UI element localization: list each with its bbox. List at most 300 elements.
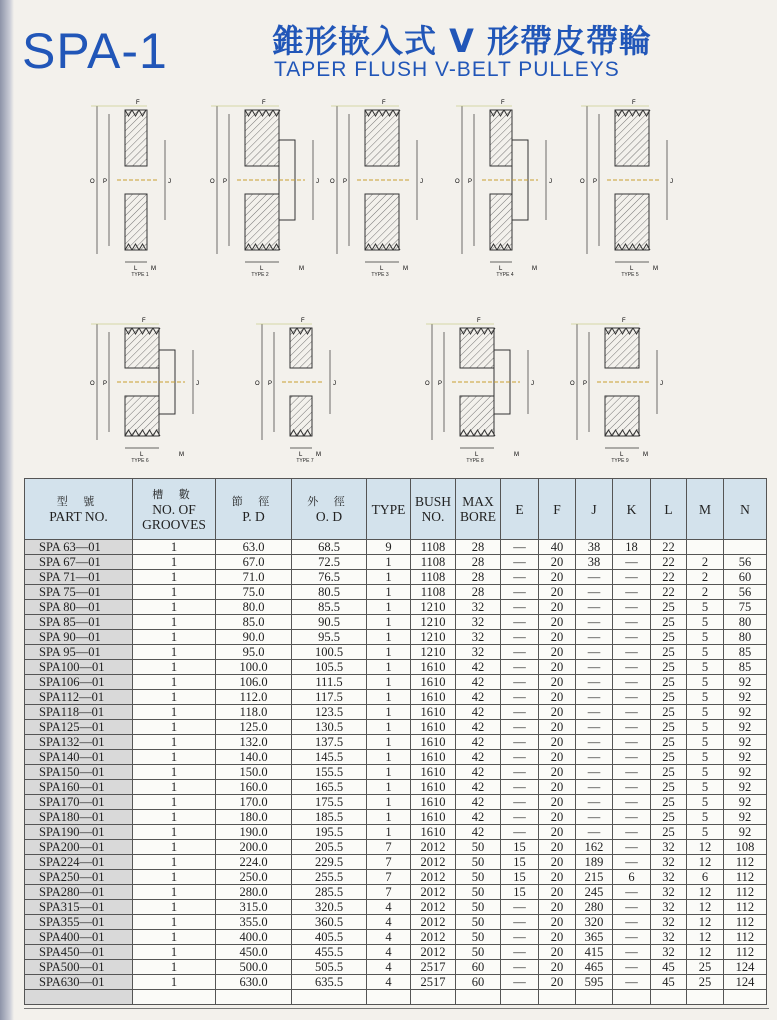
table-cell: 132.0 bbox=[216, 735, 292, 750]
table-cell: 60 bbox=[456, 975, 501, 990]
table-cell: 140.0 bbox=[216, 750, 292, 765]
column-header-en: J bbox=[591, 501, 597, 517]
table-cell: 106.0 bbox=[216, 675, 292, 690]
table-cell: 112 bbox=[724, 915, 767, 930]
table-cell: — bbox=[576, 675, 613, 690]
table-cell: 2517 bbox=[411, 975, 456, 990]
table-cell: — bbox=[613, 615, 651, 630]
table-cell: — bbox=[576, 690, 613, 705]
table-cell: 5 bbox=[687, 780, 724, 795]
part-number-cell: SPA160—01 bbox=[25, 780, 133, 795]
table-cell: — bbox=[576, 600, 613, 615]
table-cell: 50 bbox=[456, 945, 501, 960]
pulley-diagram bbox=[325, 100, 435, 278]
table-cell: 85.0 bbox=[216, 615, 292, 630]
dimension-label: P bbox=[268, 381, 273, 387]
table-cell: 1108 bbox=[411, 540, 456, 555]
table-cell: 56 bbox=[724, 585, 767, 600]
dimension-label: J bbox=[168, 179, 171, 185]
table-cell: 2012 bbox=[411, 885, 456, 900]
table-cell bbox=[456, 990, 501, 1005]
dimension-label: M bbox=[179, 452, 184, 458]
table-cell: — bbox=[576, 705, 613, 720]
part-number-cell: SPA170—01 bbox=[25, 795, 133, 810]
table-cell: 92 bbox=[724, 795, 767, 810]
part-number-cell: SPA630—01 bbox=[25, 975, 133, 990]
table-cell: 12 bbox=[687, 930, 724, 945]
table-cell: 1 bbox=[133, 855, 216, 870]
table-cell: 15 bbox=[501, 840, 539, 855]
table-cell: 28 bbox=[456, 570, 501, 585]
table-cell: 60 bbox=[456, 960, 501, 975]
table-header-row bbox=[25, 479, 767, 540]
table-cell: — bbox=[613, 915, 651, 930]
part-number-cell: SPA 90—01 bbox=[25, 630, 133, 645]
table-cell: 32 bbox=[651, 855, 687, 870]
part-number-cell: SPA 75—01 bbox=[25, 585, 133, 600]
table-cell: 50 bbox=[456, 930, 501, 945]
table-cell: 25 bbox=[651, 795, 687, 810]
table-cell: 7 bbox=[367, 855, 411, 870]
table-cell: 20 bbox=[539, 945, 576, 960]
table-cell: 7 bbox=[367, 885, 411, 900]
table-cell: 112 bbox=[724, 900, 767, 915]
table-cell: — bbox=[613, 750, 651, 765]
table-cell: 28 bbox=[456, 585, 501, 600]
table-cell: — bbox=[613, 585, 651, 600]
table-cell: 1210 bbox=[411, 645, 456, 660]
table-cell: 15 bbox=[501, 870, 539, 885]
table-cell: 20 bbox=[539, 750, 576, 765]
table-cell: 1 bbox=[133, 705, 216, 720]
table-row bbox=[25, 840, 767, 855]
table-cell: 1 bbox=[133, 540, 216, 555]
dimension-label: F bbox=[142, 318, 146, 324]
table-cell: 1610 bbox=[411, 735, 456, 750]
table-cell: 1610 bbox=[411, 780, 456, 795]
table-row bbox=[25, 825, 767, 840]
dimension-label: O bbox=[90, 179, 95, 185]
table-cell: 175.5 bbox=[292, 795, 367, 810]
table-cell: — bbox=[613, 945, 651, 960]
table-cell: — bbox=[501, 615, 539, 630]
table-cell: 1 bbox=[133, 660, 216, 675]
table-cell: 12 bbox=[687, 885, 724, 900]
part-number-cell: SPA100—01 bbox=[25, 660, 133, 675]
table-cell: 1108 bbox=[411, 585, 456, 600]
table-row bbox=[25, 765, 767, 780]
dimension-label: J bbox=[531, 381, 534, 387]
table-cell: 20 bbox=[539, 765, 576, 780]
table-cell: 2012 bbox=[411, 945, 456, 960]
table-cell: 320 bbox=[576, 915, 613, 930]
table-cell: — bbox=[501, 930, 539, 945]
dimension-label: J bbox=[333, 381, 336, 387]
table-cell: 60 bbox=[724, 570, 767, 585]
part-number-cell: SPA106—01 bbox=[25, 675, 133, 690]
table-cell: 170.0 bbox=[216, 795, 292, 810]
dimension-label: J bbox=[196, 381, 199, 387]
diagram-caption: TYPE 6 bbox=[131, 458, 149, 464]
table-cell: 20 bbox=[539, 660, 576, 675]
table-cell: — bbox=[613, 765, 651, 780]
table-cell bbox=[25, 990, 133, 1005]
table-cell: 25 bbox=[651, 675, 687, 690]
table-cell: — bbox=[501, 630, 539, 645]
part-number-cell: SPA 80—01 bbox=[25, 600, 133, 615]
table-cell bbox=[576, 990, 613, 1005]
table-cell: 6 bbox=[687, 870, 724, 885]
table-cell: 1 bbox=[133, 945, 216, 960]
dimension-label: P bbox=[438, 381, 443, 387]
table-cell: 595 bbox=[576, 975, 613, 990]
table-row bbox=[25, 930, 767, 945]
table-cell: 1 bbox=[133, 570, 216, 585]
table-cell: 20 bbox=[539, 645, 576, 660]
table-cell: 245 bbox=[576, 885, 613, 900]
table-cell: 1 bbox=[133, 840, 216, 855]
table-cell: 56 bbox=[724, 555, 767, 570]
table-cell: 32 bbox=[651, 885, 687, 900]
table-row bbox=[25, 855, 767, 870]
table-cell: 20 bbox=[539, 930, 576, 945]
table-cell: — bbox=[613, 570, 651, 585]
table-row bbox=[25, 960, 767, 975]
table-cell: 1610 bbox=[411, 720, 456, 735]
table-cell: 630.0 bbox=[216, 975, 292, 990]
table-row bbox=[25, 540, 767, 555]
dimension-label: M bbox=[532, 266, 537, 272]
diagram-caption: TYPE 9 bbox=[611, 458, 629, 464]
table-cell: 42 bbox=[456, 765, 501, 780]
table-cell: 4 bbox=[367, 915, 411, 930]
table-cell: 20 bbox=[539, 795, 576, 810]
part-number-cell: SPA250—01 bbox=[25, 870, 133, 885]
table-row bbox=[25, 555, 767, 570]
pulley-diagram bbox=[565, 318, 675, 464]
table-cell: 50 bbox=[456, 915, 501, 930]
table-cell: 1 bbox=[367, 690, 411, 705]
table-cell: 365 bbox=[576, 930, 613, 945]
table-cell: 32 bbox=[456, 630, 501, 645]
table-row bbox=[25, 675, 767, 690]
dimension-label: L bbox=[140, 452, 144, 458]
table-cell: — bbox=[576, 765, 613, 780]
table-cell: 2012 bbox=[411, 900, 456, 915]
part-number-cell: SPA280—01 bbox=[25, 885, 133, 900]
table-cell bbox=[292, 990, 367, 1005]
column-header bbox=[216, 479, 292, 540]
table-cell: 42 bbox=[456, 795, 501, 810]
table-cell: — bbox=[501, 660, 539, 675]
table-cell: 80 bbox=[724, 615, 767, 630]
table-cell: — bbox=[576, 750, 613, 765]
table-cell: 2517 bbox=[411, 960, 456, 975]
table-cell: — bbox=[613, 735, 651, 750]
part-number-cell: SPA400—01 bbox=[25, 930, 133, 945]
table-cell: — bbox=[501, 720, 539, 735]
diagram-caption: TYPE 8 bbox=[466, 458, 484, 464]
table-cell: 1 bbox=[133, 765, 216, 780]
table-cell: 25 bbox=[651, 615, 687, 630]
column-header-en: E bbox=[515, 501, 524, 517]
series-code: SPA-1 bbox=[22, 23, 168, 79]
part-number-cell: SPA200—01 bbox=[25, 840, 133, 855]
table-cell: 85 bbox=[724, 645, 767, 660]
table-cell: 635.5 bbox=[292, 975, 367, 990]
table-cell: 25 bbox=[651, 645, 687, 660]
table-cell: — bbox=[501, 735, 539, 750]
table-cell: 229.5 bbox=[292, 855, 367, 870]
table-cell: 137.5 bbox=[292, 735, 367, 750]
column-header bbox=[501, 479, 539, 540]
table-cell: 145.5 bbox=[292, 750, 367, 765]
table-cell: 80 bbox=[724, 630, 767, 645]
table-cell: 5 bbox=[687, 720, 724, 735]
table-cell: 25 bbox=[651, 660, 687, 675]
dimension-label: M bbox=[643, 452, 648, 458]
table-cell: 1 bbox=[133, 735, 216, 750]
table-cell: 1 bbox=[367, 780, 411, 795]
table-cell: 80.0 bbox=[216, 600, 292, 615]
title-english: TAPER FLUSH V-BELT PULLEYS bbox=[274, 58, 620, 81]
table-cell: 1 bbox=[133, 795, 216, 810]
table-cell: 280 bbox=[576, 900, 613, 915]
table-row bbox=[25, 570, 767, 585]
table-cell: 75 bbox=[724, 600, 767, 615]
column-header-en: M bbox=[698, 501, 711, 517]
dimension-label: J bbox=[316, 179, 319, 185]
table-cell: 1210 bbox=[411, 615, 456, 630]
table-cell: 112 bbox=[724, 885, 767, 900]
table-cell: 1 bbox=[367, 585, 411, 600]
table-cell: 5 bbox=[687, 750, 724, 765]
table-cell: 20 bbox=[539, 555, 576, 570]
part-number-cell: SPA140—01 bbox=[25, 750, 133, 765]
table-cell: 50 bbox=[456, 855, 501, 870]
table-cell: 92 bbox=[724, 675, 767, 690]
table-row bbox=[25, 615, 767, 630]
table-cell: 15 bbox=[501, 885, 539, 900]
table-cell: 80.5 bbox=[292, 585, 367, 600]
table-cell: — bbox=[501, 555, 539, 570]
table-cell: — bbox=[576, 810, 613, 825]
table-cell: 20 bbox=[539, 600, 576, 615]
table-cell: 1 bbox=[133, 750, 216, 765]
table-cell: 5 bbox=[687, 630, 724, 645]
table-cell: 5 bbox=[687, 810, 724, 825]
column-header bbox=[133, 479, 216, 540]
table-cell: 38 bbox=[576, 540, 613, 555]
table-cell: — bbox=[576, 825, 613, 840]
table-cell: 92 bbox=[724, 765, 767, 780]
table-cell: 20 bbox=[539, 915, 576, 930]
part-number-cell: SPA180—01 bbox=[25, 810, 133, 825]
table-cell: 25 bbox=[651, 720, 687, 735]
part-number-cell: SPA 63—01 bbox=[25, 540, 133, 555]
table-cell: — bbox=[613, 960, 651, 975]
part-number-cell: SPA 71—01 bbox=[25, 570, 133, 585]
table-cell: 315.0 bbox=[216, 900, 292, 915]
table-cell: 28 bbox=[456, 540, 501, 555]
table-cell: 20 bbox=[539, 585, 576, 600]
column-header-en: K bbox=[626, 501, 637, 517]
column-header bbox=[539, 479, 576, 540]
table-cell: 68.5 bbox=[292, 540, 367, 555]
table-cell: 112 bbox=[724, 870, 767, 885]
table-cell: 112 bbox=[724, 945, 767, 960]
table-cell: 32 bbox=[651, 870, 687, 885]
table-cell: 1610 bbox=[411, 825, 456, 840]
table-cell: 405.5 bbox=[292, 930, 367, 945]
table-row bbox=[25, 720, 767, 735]
table-cell: 108 bbox=[724, 840, 767, 855]
table-cell: 95.5 bbox=[292, 630, 367, 645]
table-cell: 111.5 bbox=[292, 675, 367, 690]
table-cell bbox=[724, 540, 767, 555]
table-cell: — bbox=[501, 765, 539, 780]
table-cell: 1 bbox=[133, 600, 216, 615]
table-cell: — bbox=[613, 645, 651, 660]
table-cell: 22 bbox=[651, 555, 687, 570]
table-cell: 20 bbox=[539, 885, 576, 900]
table-cell: 92 bbox=[724, 750, 767, 765]
table-cell: 400.0 bbox=[216, 930, 292, 945]
part-number-cell: SPA132—01 bbox=[25, 735, 133, 750]
table-cell: 20 bbox=[539, 570, 576, 585]
table-cell: 450.0 bbox=[216, 945, 292, 960]
column-header-en: F bbox=[553, 501, 561, 517]
table-cell: 118.0 bbox=[216, 705, 292, 720]
table-cell: 76.5 bbox=[292, 570, 367, 585]
table-cell: 32 bbox=[456, 615, 501, 630]
table-cell: — bbox=[501, 540, 539, 555]
column-header-en: O. D bbox=[315, 509, 343, 524]
table-cell: — bbox=[613, 825, 651, 840]
dimension-label: L bbox=[380, 266, 384, 272]
table-cell: 25 bbox=[651, 705, 687, 720]
dimension-label: L bbox=[475, 452, 479, 458]
table-cell: 112 bbox=[724, 930, 767, 945]
dimension-label: J bbox=[549, 179, 552, 185]
table-cell: 5 bbox=[687, 765, 724, 780]
dimension-label: P bbox=[593, 179, 598, 185]
column-header-en: MAX BORE bbox=[459, 494, 496, 524]
table-cell: 1 bbox=[133, 960, 216, 975]
table-cell: — bbox=[576, 570, 613, 585]
table-row bbox=[25, 975, 767, 990]
part-number-cell: SPA450—01 bbox=[25, 945, 133, 960]
table-cell: 7 bbox=[367, 840, 411, 855]
table-cell: 20 bbox=[539, 615, 576, 630]
table-cell: 1 bbox=[133, 900, 216, 915]
dimension-label: P bbox=[343, 179, 348, 185]
table-cell: 162 bbox=[576, 840, 613, 855]
divider bbox=[24, 1008, 769, 1009]
table-row bbox=[25, 630, 767, 645]
table-cell: — bbox=[576, 660, 613, 675]
table-cell: 92 bbox=[724, 825, 767, 840]
diagram-caption: TYPE 3 bbox=[371, 272, 389, 278]
table-cell: 2012 bbox=[411, 855, 456, 870]
table-cell: — bbox=[613, 975, 651, 990]
column-header bbox=[724, 479, 767, 540]
table-cell: 42 bbox=[456, 825, 501, 840]
table-cell: 12 bbox=[687, 900, 724, 915]
column-header-en: P. D bbox=[242, 509, 265, 524]
table-cell: 32 bbox=[651, 840, 687, 855]
table-cell: — bbox=[576, 645, 613, 660]
table-cell bbox=[216, 990, 292, 1005]
dimension-label: P bbox=[103, 179, 108, 185]
column-header bbox=[292, 479, 367, 540]
table-row bbox=[25, 735, 767, 750]
table-cell: — bbox=[613, 855, 651, 870]
column-header bbox=[651, 479, 687, 540]
table-cell: 4 bbox=[367, 945, 411, 960]
table-cell: 285.5 bbox=[292, 885, 367, 900]
table-cell: 320.5 bbox=[292, 900, 367, 915]
table-cell: 71.0 bbox=[216, 570, 292, 585]
table-cell: — bbox=[613, 885, 651, 900]
table-cell: 185.5 bbox=[292, 810, 367, 825]
table-cell: 32 bbox=[651, 915, 687, 930]
table-cell: — bbox=[613, 930, 651, 945]
dimension-label: P bbox=[468, 179, 473, 185]
table-cell: 160.0 bbox=[216, 780, 292, 795]
table-cell: 5 bbox=[687, 645, 724, 660]
table-cell: 1 bbox=[367, 765, 411, 780]
column-header-zh: 槽 數 bbox=[152, 487, 196, 501]
table-cell: 123.5 bbox=[292, 705, 367, 720]
table-cell bbox=[133, 990, 216, 1005]
table-cell: 1 bbox=[367, 825, 411, 840]
table-cell: — bbox=[576, 795, 613, 810]
table-cell: 5 bbox=[687, 600, 724, 615]
table-cell bbox=[724, 990, 767, 1005]
dimension-label: O bbox=[425, 381, 430, 387]
table-cell: — bbox=[576, 735, 613, 750]
column-header bbox=[576, 479, 613, 540]
table-cell: 1 bbox=[133, 825, 216, 840]
table-cell: 20 bbox=[539, 855, 576, 870]
dimension-label: M bbox=[403, 266, 408, 272]
table-cell: 92 bbox=[724, 720, 767, 735]
table-cell: 1610 bbox=[411, 795, 456, 810]
table-row bbox=[25, 585, 767, 600]
dimension-label: J bbox=[420, 179, 423, 185]
table-cell: 2 bbox=[687, 555, 724, 570]
table-cell: 1 bbox=[133, 690, 216, 705]
table-cell: 415 bbox=[576, 945, 613, 960]
part-number-cell: SPA500—01 bbox=[25, 960, 133, 975]
table-cell: 20 bbox=[539, 630, 576, 645]
column-header bbox=[25, 479, 133, 540]
dimension-label: O bbox=[580, 179, 585, 185]
table-cell: 1610 bbox=[411, 690, 456, 705]
table-cell: 85 bbox=[724, 660, 767, 675]
part-number-cell: SPA355—01 bbox=[25, 915, 133, 930]
table-cell: — bbox=[613, 600, 651, 615]
table-row bbox=[25, 795, 767, 810]
table-cell: 4 bbox=[367, 930, 411, 945]
column-header bbox=[411, 479, 456, 540]
table-cell: 20 bbox=[539, 780, 576, 795]
table-cell: 100.5 bbox=[292, 645, 367, 660]
title-chinese: 錐形嵌入式 V 形帶皮帶輪 bbox=[272, 22, 653, 60]
table-cell: 1 bbox=[367, 735, 411, 750]
table-cell: 1 bbox=[133, 630, 216, 645]
